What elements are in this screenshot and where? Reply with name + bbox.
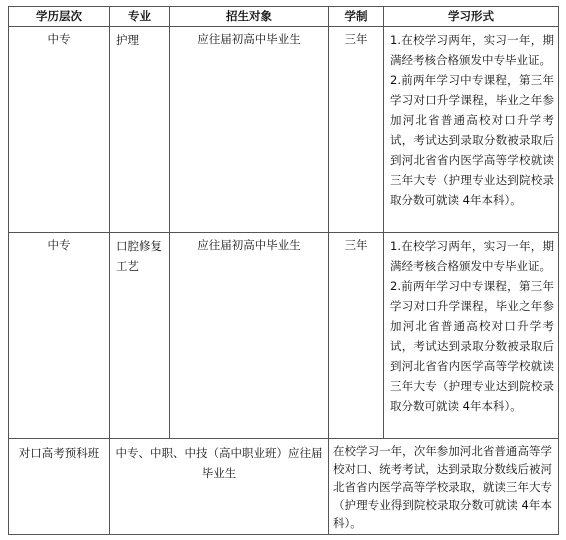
cell-form: 在校学习一年，次年参加河北省普通高等学校对口、统考考试，达到录取分数线后被河北省省内医学高等学校录取，就读三年大专（护理专业得到院校录取分数可就读 4年本科）。 <box>329 439 559 535</box>
header-target: 招生对象 <box>170 7 329 27</box>
enrollment-table <box>8 6 559 535</box>
header-major: 专业 <box>110 7 170 27</box>
form-paragraph-2: 2.前两年学习中专课程，第三年学习对口升学课程，毕业之年参加河北省普通高校对口升学考试，考试达到录取分数被录取后到河北省省内医学高等学校就读三年大专（护理专业达到院校录取分数可就读 4年本科）。 <box>390 73 554 207</box>
cell-major: 口腔修复工艺 <box>110 233 170 439</box>
cell-target: 应往届初高中毕业生 <box>170 27 329 233</box>
cell-duration: 三年 <box>329 233 384 439</box>
header-level: 学历层次 <box>9 7 110 27</box>
header-row <box>9 7 559 27</box>
cell-target: 中专、中职、中技（高中职业班）应往届毕业生 <box>110 439 329 535</box>
cell-target: 应往届初高中毕业生 <box>170 233 329 439</box>
cell-duration: 三年 <box>329 27 384 233</box>
table-row <box>9 27 559 233</box>
cell-level: 对口高考预科班 <box>9 439 110 535</box>
table-row <box>9 439 559 535</box>
form-paragraph-1: 1.在校学习两年，实习一年，期满经考核合格颁发中专毕业证。 <box>390 33 554 67</box>
cell-form <box>384 27 559 233</box>
form-paragraph-1: 1.在校学习两年，实习一年，期满经考核合格颁发中专毕业证。 <box>390 239 554 273</box>
header-form: 学习形式 <box>384 7 559 27</box>
cell-level: 中专 <box>9 233 110 439</box>
cell-major: 护理 <box>110 27 170 233</box>
cell-form <box>384 233 559 439</box>
cell-level: 中专 <box>9 27 110 233</box>
table-row <box>9 233 559 439</box>
header-duration: 学制 <box>329 7 384 27</box>
form-paragraph-2: 2.前两年学习中专课程，第三年学习对口升学课程，毕业之年参加河北省普通高校对口升学考试，考试达到录取分数被录取后到河北省省内医学高等学校就读三年大专（护理专业达到院校录取分数可就读 4年本科）。 <box>390 279 554 413</box>
